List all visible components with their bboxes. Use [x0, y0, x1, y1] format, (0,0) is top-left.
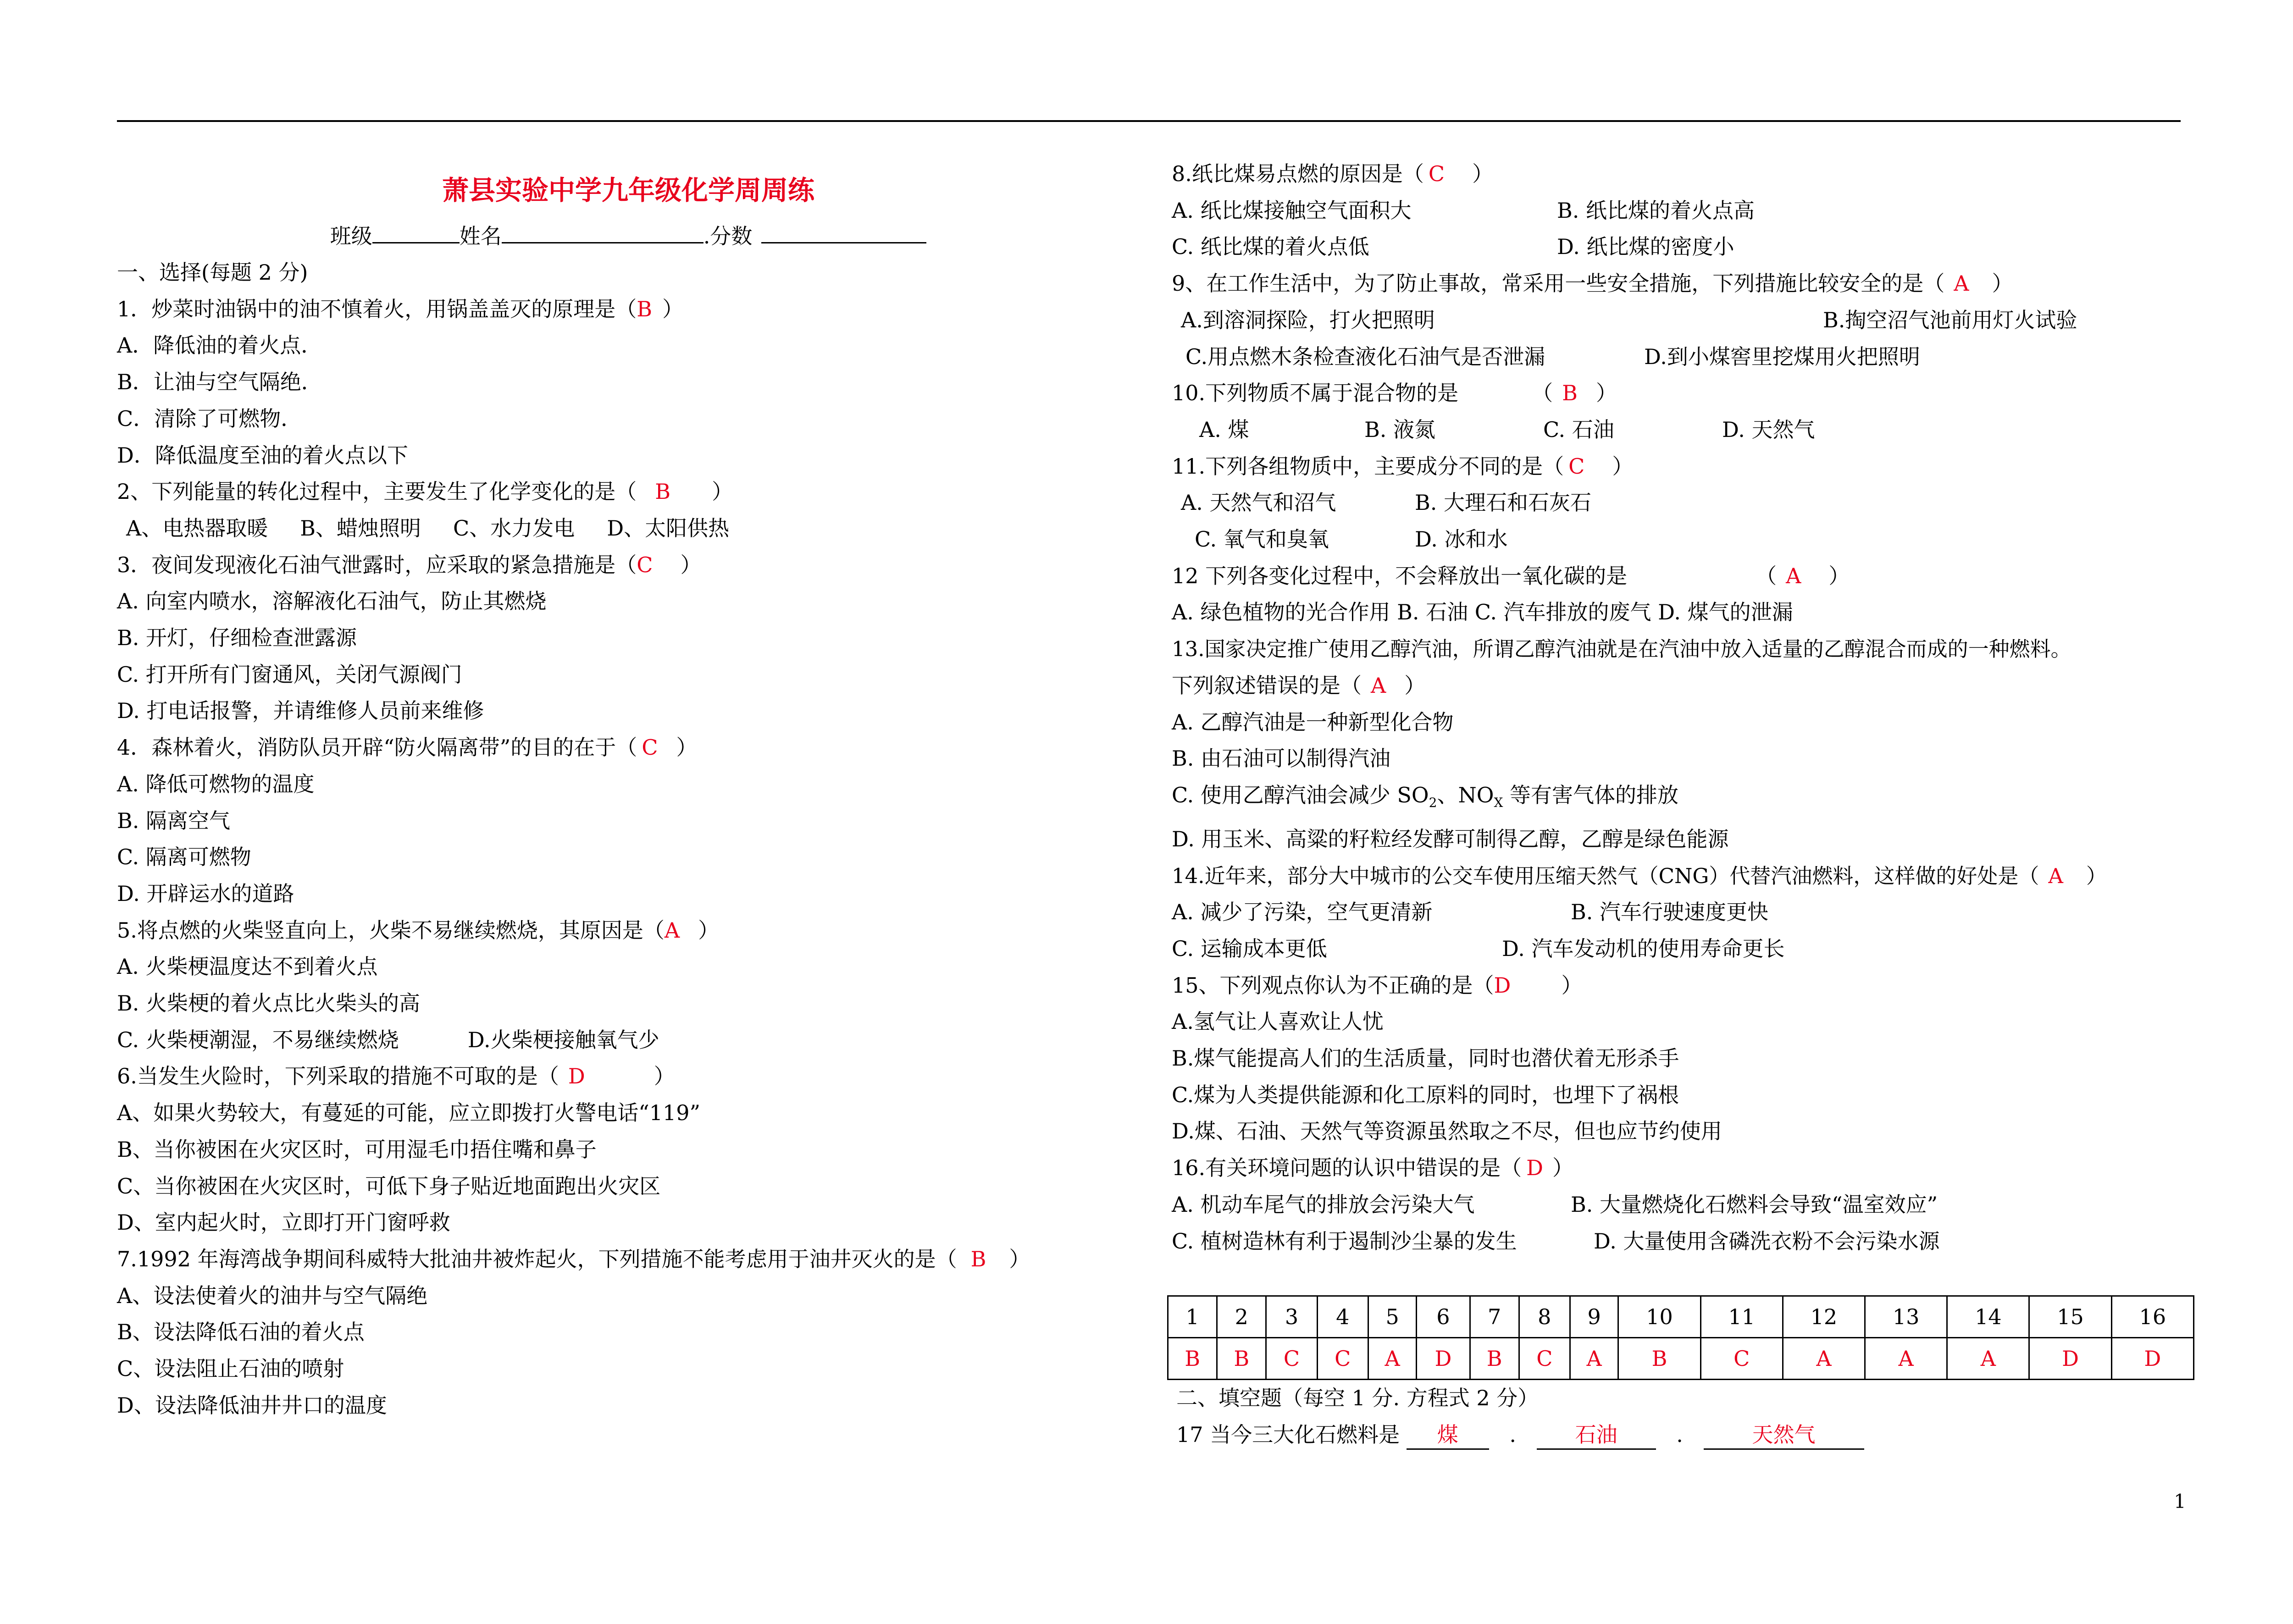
- q14-stem: [1172, 858, 2194, 895]
- table-cell-number: 11: [1700, 1296, 1783, 1338]
- q7-option-c: C、设法阻止石油的喷射: [117, 1356, 344, 1381]
- q15-close: ）: [1561, 972, 1583, 998]
- q9-option-d: D.到小煤窖里挖煤用火把照明: [1644, 344, 1920, 369]
- q7-text: 7.1992 年海湾战争期间科威特大批油井被炸起火，下列措施不能考虑用于油井灭火的是（: [117, 1246, 957, 1271]
- q11-option-d: D. 冰和水: [1415, 527, 1508, 552]
- q3-option-b: B. 开灯，仔细检查泄露源: [117, 625, 357, 651]
- class-blank[interactable]: [372, 221, 460, 243]
- q4-stem: [117, 729, 1140, 766]
- table-cell-answer: B: [1168, 1338, 1217, 1380]
- q9-option-a: A.到溶洞探险，打火把照明: [1181, 307, 1435, 332]
- q5-option-a: A. 火柴梗温度达不到着火点: [117, 954, 378, 979]
- name-label: 姓名: [459, 224, 502, 249]
- q11-stem: [1172, 448, 2194, 485]
- q15-option-c: C.煤为人类提供能源和化工原料的同时，也埋下了祸根: [1172, 1082, 1679, 1107]
- q13-option-b: B. 由石油可以制得汽油: [1172, 746, 1391, 771]
- right-column: [1172, 156, 2194, 1259]
- q2-answer: B: [655, 479, 671, 504]
- q6-close: ）: [654, 1064, 675, 1089]
- q12-stem: 12 下列各变化过程中，不会释放出一氧化碳的是 （ A ）: [1172, 563, 1850, 588]
- q12-text: 12 下列各变化过程中，不会释放出一氧化碳的是: [1172, 563, 1628, 588]
- q16-close: ）: [1552, 1155, 1574, 1181]
- q13-stem-line1: 13.国家决定推广使用乙醇汽油，所谓乙醇汽油就是在汽油中放入适量的乙醇混合而成的一种燃料。: [1172, 637, 2071, 662]
- q13-option-c-part1: C. 使用乙醇汽油会减少 SO: [1172, 782, 1429, 807]
- q9-stem: [1172, 265, 2194, 302]
- q7-option-a: A、设法使着火的油井与空气隔绝: [117, 1283, 428, 1308]
- q7-close: ）: [1009, 1246, 1030, 1271]
- q16-text: 16.有关环境问题的认识中错误的是（: [1172, 1155, 1522, 1181]
- q15-text: 15、下列观点你认为不正确的是（: [1172, 972, 1494, 998]
- q1-answer: B: [637, 296, 653, 321]
- q10-answer: B: [1562, 381, 1578, 406]
- q8-close: ）: [1472, 161, 1494, 186]
- q12-close: ）: [1828, 563, 1850, 588]
- q3-close: ）: [680, 552, 702, 577]
- q3-option-a: A. 向室内喷水，溶解液化石油气，防止其燃烧: [117, 589, 547, 614]
- score-label: 分数: [710, 224, 753, 249]
- class-label: 班级: [330, 224, 372, 249]
- table-cell-number: 3: [1266, 1296, 1317, 1338]
- section1-heading: 一、选择(每题 2 分): [117, 260, 308, 285]
- q1-close: ）: [662, 296, 684, 321]
- answer-table-answers-row: [1168, 1338, 2194, 1380]
- student-info: [117, 218, 1140, 254]
- q10-options: [1172, 412, 2194, 448]
- table-cell-number: 14: [1947, 1296, 2029, 1338]
- table-cell-number: 13: [1865, 1296, 1947, 1338]
- q13-answer: A: [1371, 673, 1386, 698]
- table-cell-number: 12: [1783, 1296, 1865, 1338]
- q2-option-c: C、水力发电: [453, 515, 575, 541]
- table-cell-answer: C: [1266, 1338, 1317, 1380]
- q13-option-c-part3: 等有害气体的排放: [1503, 782, 1679, 807]
- q4-option-c: C. 隔离可燃物: [117, 845, 251, 870]
- q14-options-cd: [1172, 931, 2194, 967]
- q13-option-c-part2: 、NO: [1437, 782, 1494, 807]
- score-blank[interactable]: [761, 221, 926, 243]
- q7-option-d: D、设法降低油井井口的温度: [117, 1392, 387, 1418]
- q9-options-ab: [1172, 302, 2194, 339]
- q6-option-b: B、当你被困在火灾区时，可用湿毛巾捂住嘴和鼻子: [117, 1137, 597, 1162]
- q2-option-a: A、电热器取暖: [126, 515, 268, 541]
- q3-text: 3．夜间发现液化石油气泄露时，应采取的紧急措施是（: [117, 552, 637, 577]
- q13-option-a: A. 乙醇汽油是一种新型化合物: [1172, 709, 1454, 735]
- q5-option-c: C. 火柴梗潮湿，不易继续燃烧: [117, 1027, 399, 1052]
- q5-option-d: D.火柴梗接触氧气少: [467, 1027, 659, 1052]
- q16-options-ab: [1172, 1187, 2194, 1223]
- q10-option-c: C. 石油: [1543, 417, 1614, 442]
- q15-option-d: D.煤、石油、天然气等资源虽然取之不尽，但也应节约使用: [1172, 1119, 1722, 1144]
- q5-option-cd: [117, 1022, 1140, 1059]
- q4-option-b: B. 隔离空气: [117, 808, 231, 833]
- q10-stem: 10.下列物质不属于混合物的是 （ B ）: [1172, 381, 1617, 406]
- table-cell-answer: C: [1700, 1338, 1783, 1380]
- q5-answer: A: [664, 917, 680, 943]
- q17-answer-2[interactable]: 石油: [1537, 1421, 1656, 1450]
- q11-option-a: A. 天然气和沼气: [1181, 490, 1336, 515]
- info-dot: .: [703, 224, 710, 249]
- section2-heading: 二、填空题（每空 1 分. 方程式 2 分）: [1176, 1386, 1539, 1410]
- q11-option-b: B. 大理石和石灰石: [1415, 490, 1592, 515]
- q4-text: 4．森林着火，消防队员开辟“防火隔离带”的目的在于（: [117, 735, 637, 760]
- table-cell-answer: D: [2029, 1338, 2111, 1380]
- q8-option-d: D. 纸比煤的密度小: [1557, 234, 1734, 260]
- q8-options-cd: [1172, 229, 2194, 265]
- q14-option-a: A. 减少了污染，空气更清新: [1172, 900, 1433, 925]
- q8-options-ab: [1172, 193, 2194, 229]
- q5-close: ）: [698, 917, 720, 943]
- q16-options-cd: [1172, 1223, 2194, 1260]
- q17-answer-1[interactable]: 煤: [1407, 1421, 1489, 1450]
- q6-option-a: A、如果火势较大，有蔓延的可能，应立即拨打火警电话“119”: [117, 1100, 701, 1126]
- q2-option-b: B、蜡烛照明: [300, 515, 421, 541]
- table-cell-answer: B: [1470, 1338, 1519, 1380]
- q8-text: 8.纸比煤易点燃的原因是（: [1172, 161, 1424, 186]
- answer-table: [1167, 1295, 2194, 1380]
- table-cell-answer: A: [1570, 1338, 1618, 1380]
- q13-option-c-sub2: X: [1494, 795, 1503, 811]
- q11-options-ab: [1172, 485, 2194, 521]
- q13-close: ）: [1404, 673, 1426, 698]
- table-cell-answer: D: [1417, 1338, 1470, 1380]
- q11-text: 11.下列各组物质中，主要成分不同的是（: [1172, 453, 1564, 479]
- q12-options: A. 绿色植物的光合作用 B. 石油 C. 汽车排放的废气 D. 煤气的泄漏: [1172, 600, 1793, 625]
- q2-text: 2、下列能量的转化过程中，主要发生了化学变化的是（: [117, 479, 637, 504]
- q3-answer: C: [637, 552, 653, 577]
- q1-option-b: B．让油与空气隔绝．: [117, 370, 322, 395]
- table-cell-number: 6: [1417, 1296, 1470, 1338]
- q4-close: ）: [676, 735, 698, 760]
- q16-option-a: A. 机动车尾气的排放会污染大气: [1172, 1192, 1475, 1217]
- page-number: 1: [2174, 1490, 2186, 1513]
- table-cell-number: 5: [1368, 1296, 1417, 1338]
- q11-close: ）: [1612, 453, 1634, 479]
- q1-text: 1．炒菜时油锅中的油不慎着火，用锅盖盖灭的原理是（: [117, 296, 637, 321]
- q2-option-d: D、太阳供热: [607, 515, 730, 541]
- q13-option-c: [1172, 777, 2194, 821]
- table-cell-number: 9: [1570, 1296, 1618, 1338]
- q17-stem: [1176, 1417, 2199, 1453]
- q14-close: ）: [2086, 863, 2107, 888]
- table-cell-answer: B: [1217, 1338, 1266, 1380]
- table-cell-number: 2: [1217, 1296, 1266, 1338]
- table-cell-answer: A: [1783, 1338, 1865, 1380]
- fill-in-section: [1176, 1380, 2199, 1453]
- table-cell-number: 1: [1168, 1296, 1217, 1338]
- q3-option-d: D. 打电话报警，并请维修人员前来维修: [117, 698, 484, 724]
- table-cell-number: 7: [1470, 1296, 1519, 1338]
- q1-option-a: A．降低油的着火点．: [117, 333, 322, 358]
- table-cell-number: 4: [1317, 1296, 1368, 1338]
- q10-close: ）: [1595, 381, 1617, 406]
- q8-option-a: A. 纸比煤接触空气面积大: [1172, 198, 1412, 223]
- name-blank[interactable]: [502, 221, 703, 243]
- q14-option-d: D. 汽车发动机的使用寿命更长: [1502, 936, 1785, 961]
- q3-option-c: C. 打开所有门窗通风，关闭气源阀门: [117, 662, 462, 687]
- table-cell-answer: D: [2111, 1338, 2193, 1380]
- q15-stem: [1172, 967, 2194, 1004]
- q11-answer: C: [1568, 453, 1585, 479]
- q16-option-c: C. 植树造林有利于遏制沙尘暴的发生: [1172, 1228, 1517, 1254]
- table-cell-answer: A: [1865, 1338, 1947, 1380]
- q6-option-c: C、当你被困在火灾区时，可低下身子贴近地面跑出火灾区: [117, 1173, 661, 1199]
- q16-answer: D: [1526, 1155, 1544, 1181]
- q4-option-d: D. 开辟运水的道路: [117, 881, 294, 906]
- q9-close: ）: [1992, 271, 2013, 296]
- q2-options: [117, 510, 1140, 547]
- q12-answer: A: [1786, 563, 1801, 588]
- table-cell-answer: A: [1947, 1338, 2029, 1380]
- q9-option-b: B.掏空沼气池前用灯火试验: [1823, 307, 2077, 332]
- q14-answer: A: [2048, 863, 2063, 888]
- q1-stem: [117, 291, 1140, 328]
- q10-text: 10.下列物质不属于混合物的是: [1172, 381, 1459, 406]
- q4-answer: C: [642, 735, 658, 760]
- table-cell-number: 16: [2111, 1296, 2193, 1338]
- q9-text: 9、在工作生活中，为了防止事故，常采用一些安全措施，下列措施比较安全的是（: [1172, 271, 1945, 296]
- q2-stem: [117, 474, 1140, 510]
- q8-stem: [1172, 156, 2194, 193]
- q13-stem-line2: [1172, 668, 2194, 704]
- table-cell-number: 8: [1519, 1296, 1570, 1338]
- q13-option-d: D. 用玉米、高粱的籽粒经发酵可制得乙醇，乙醇是绿色能源: [1172, 826, 1729, 851]
- q16-stem: [1172, 1150, 2194, 1187]
- q5-stem: [117, 912, 1140, 949]
- q7-option-b: B、设法降低石油的着火点: [117, 1320, 365, 1345]
- q17-separator-2: .: [1676, 1422, 1683, 1447]
- q1-option-c: C．清除了可燃物．: [117, 406, 302, 431]
- q5-option-b: B. 火柴梗的着火点比火柴头的高: [117, 991, 421, 1016]
- q6-stem: [117, 1058, 1140, 1095]
- q10-option-d: D. 天然气: [1722, 417, 1815, 442]
- q4-option-a: A. 降低可燃物的温度: [117, 771, 315, 796]
- table-cell-answer: C: [1317, 1338, 1368, 1380]
- q1-option-d: D．降低温度至油的着火点以下: [117, 442, 408, 468]
- q7-answer: B: [970, 1246, 986, 1271]
- q14-option-c: C. 运输成本更低: [1172, 936, 1327, 961]
- q15-answer: D: [1494, 972, 1511, 998]
- q11-option-c: C. 氧气和臭氧: [1195, 527, 1329, 552]
- table-cell-number: 15: [2029, 1296, 2111, 1338]
- q16-option-b: B. 大量燃烧化石燃料会导致“温室效应”: [1571, 1192, 1938, 1217]
- left-column: [117, 156, 1140, 1424]
- q6-text: 6.当发生火险时，下列采取的措施不可取的是（: [117, 1064, 559, 1089]
- q6-answer: D: [568, 1064, 585, 1089]
- table-cell-number: 10: [1618, 1296, 1700, 1338]
- q10-option-b: B. 液氮: [1364, 417, 1436, 442]
- table-cell-answer: B: [1618, 1338, 1700, 1380]
- page-title: 萧县实验中学九年级化学周周练: [442, 175, 814, 206]
- q17-answer-3[interactable]: 天然气: [1704, 1421, 1864, 1450]
- q17-separator-1: .: [1509, 1422, 1517, 1447]
- q8-option-c: C. 纸比煤的着火点低: [1172, 234, 1369, 260]
- answer-table-numbers-row: [1168, 1296, 2194, 1338]
- top-rule: [117, 120, 2181, 122]
- q8-answer: C: [1428, 161, 1445, 186]
- q9-options-cd: [1172, 339, 2194, 376]
- q17-text: 17 当今三大化石燃料是: [1176, 1422, 1400, 1447]
- q14-option-b: B. 汽车行驶速度更快: [1571, 900, 1769, 925]
- q2-close: ）: [712, 479, 733, 504]
- q15-option-a: A.氢气让人喜欢让人忧: [1172, 1009, 1384, 1034]
- table-cell-answer: A: [1368, 1338, 1417, 1380]
- q14-text: 14.近年来，部分大中城市的公交车使用压缩天然气（CNG）代替汽油燃料，这样做的好处是（: [1172, 863, 2039, 888]
- q10-option-a: A. 煤: [1199, 417, 1249, 442]
- q16-option-d: D. 大量使用含磷洗衣粉不会污染水源: [1594, 1228, 1940, 1254]
- q9-option-c: C.用点燃木条检查液化石油气是否泄漏: [1185, 344, 1545, 369]
- q15-option-b: B.煤气能提高人们的生活质量，同时也潜伏着无形杀手: [1172, 1046, 1679, 1071]
- q11-options-cd: [1172, 521, 2194, 558]
- q3-stem: [117, 547, 1140, 584]
- q6-option-d: D、室内起火时，立即打开门窗呼救: [117, 1210, 450, 1235]
- q13-option-c-sub1: 2: [1429, 795, 1437, 811]
- q14-options-ab: [1172, 894, 2194, 931]
- q7-stem: [117, 1241, 1140, 1278]
- q9-answer: A: [1954, 271, 1969, 296]
- q5-text: 5.将点燃的火柴竖直向上，火柴不易继续燃烧，其原因是（: [117, 917, 665, 943]
- q8-option-b: B. 纸比煤的着火点高: [1557, 198, 1755, 223]
- table-cell-answer: C: [1519, 1338, 1570, 1380]
- q13-text: 下列叙述错误的是（: [1172, 673, 1362, 698]
